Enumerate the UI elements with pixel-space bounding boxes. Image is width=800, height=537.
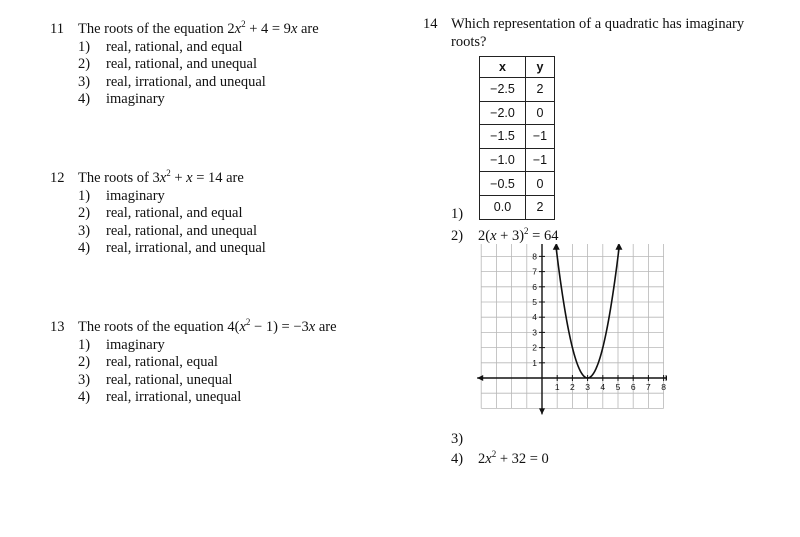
- question-12: [50, 170, 266, 258]
- curve-arrow: [553, 244, 560, 250]
- table-row: [480, 172, 555, 196]
- question-stem-line2: [423, 34, 744, 52]
- answer-option[interactable]: 1) imaginary: [78, 336, 165, 353]
- table-cell: 0.0: [480, 195, 526, 219]
- exponent: 2: [166, 168, 171, 178]
- table-cell: −1: [526, 125, 555, 149]
- y-tick-label: 6: [532, 281, 537, 292]
- y-tick-label: 7: [532, 266, 537, 277]
- curve-arrow: [615, 244, 622, 250]
- x-tick-label: 2: [570, 382, 575, 392]
- stem-text: Which representation of a quadratic has imaginary: [451, 16, 745, 32]
- option-4[interactable]: 4) $2x^2 + 32 = 0$: [451, 449, 549, 467]
- answer-option[interactable]: 4) real, irrational, and unequal: [78, 240, 266, 256]
- table-cell: 0: [526, 172, 555, 196]
- stem-text: The roots of 3: [78, 170, 160, 186]
- var-x: x: [239, 319, 246, 335]
- question-number: 11: [50, 21, 64, 37]
- question-stem: [50, 21, 319, 39]
- var-x: x: [159, 170, 167, 186]
- y-tick-label: 5: [532, 297, 537, 307]
- y-tick-label: 2: [532, 342, 537, 353]
- x-tick-label: 5: [615, 382, 621, 392]
- question-stem: [50, 170, 266, 188]
- stem-text: +: [170, 170, 187, 186]
- stem-text: are: [297, 21, 319, 37]
- answer-option[interactable]: 4) real, irrational, unequal: [78, 389, 242, 405]
- table-row: [480, 101, 555, 125]
- table-cell: −1.0: [480, 148, 526, 172]
- table-cell: −2.0: [480, 101, 526, 125]
- answer-option[interactable]: 4) imaginary: [78, 91, 165, 107]
- table-header-x: x: [480, 57, 526, 78]
- table-row: [480, 78, 555, 102]
- table-row: [480, 125, 555, 149]
- table-cell: −1: [526, 148, 555, 172]
- x-tick-label: 3: [585, 382, 590, 392]
- question-14: [423, 16, 744, 51]
- var-x: x: [234, 21, 242, 37]
- y-tick-label: 4: [532, 312, 537, 323]
- answer-option[interactable]: 2) real, rational, equal: [78, 354, 218, 370]
- y-tick-label: 8: [532, 251, 537, 262]
- answer-option[interactable]: 2) real, rational, and equal: [78, 205, 243, 221]
- x-axis-arrow: [477, 375, 483, 381]
- option-1-label[interactable]: 1): [451, 206, 464, 222]
- stem-text: The roots of the equation 2: [78, 21, 235, 37]
- x-tick-label: 8: [661, 382, 666, 392]
- question-number: 14: [423, 16, 438, 32]
- question-13: [50, 319, 337, 407]
- question-stem: [50, 319, 337, 337]
- x-axis-arrow: [666, 375, 667, 381]
- table-header-y: y: [526, 57, 555, 78]
- var-x: x: [186, 170, 193, 186]
- x-tick-label: 7: [646, 382, 651, 392]
- x-tick-label: 4: [600, 382, 606, 392]
- answer-option[interactable]: 1) real, rational, and equal: [78, 38, 243, 55]
- option-2[interactable]: 2) $2(x + 3)^2 = 64$: [451, 226, 559, 244]
- stem-text: = 14 are: [192, 170, 244, 186]
- y-tick-label: 3: [532, 327, 537, 338]
- table-cell: 0: [526, 101, 555, 125]
- answer-option[interactable]: 3) real, rational, unequal: [78, 371, 233, 388]
- question-11: [50, 21, 319, 109]
- question-number: 13: [50, 319, 65, 335]
- table-header-row: [480, 57, 555, 78]
- parabola-graph[interactable]: [477, 244, 667, 444]
- y-tick-label: 1: [532, 357, 537, 368]
- answer-option[interactable]: 3) real, rational, and unequal: [78, 222, 257, 239]
- y-axis-arrow: [539, 408, 545, 414]
- table-cell: 2: [526, 78, 555, 102]
- var-x: x: [308, 319, 316, 335]
- stem-text: roots?: [451, 33, 487, 50]
- question-number: 12: [50, 170, 65, 186]
- x-tick-label: 1: [554, 382, 560, 392]
- exponent: 2: [241, 19, 246, 29]
- table-row: [480, 148, 555, 172]
- stem-text: + 4 = 9: [245, 21, 291, 37]
- table-cell: −0.5: [480, 172, 526, 196]
- stem-text: are: [315, 319, 337, 335]
- table-cell: −2.5: [480, 78, 526, 102]
- stem-text: − 1) = −3: [250, 319, 309, 335]
- answer-option[interactable]: 2) real, rational, and unequal: [78, 56, 257, 72]
- table-cell: −1.5: [480, 125, 526, 149]
- answer-option[interactable]: 3) real, irrational, and unequal: [78, 73, 266, 90]
- table-cell: 2: [526, 195, 555, 219]
- table-row: [480, 195, 555, 219]
- stem-text: The roots of the equation 4(: [78, 319, 240, 335]
- exponent: 2: [245, 317, 251, 327]
- xy-table[interactable]: [479, 56, 555, 220]
- x-tick-label: 6: [630, 382, 636, 392]
- question-stem: [423, 16, 744, 34]
- var-x: x: [290, 21, 298, 37]
- answer-option[interactable]: 1) imaginary: [78, 187, 165, 204]
- option-3-label[interactable]: 3): [451, 431, 464, 447]
- graph-tick-labels: [532, 251, 666, 392]
